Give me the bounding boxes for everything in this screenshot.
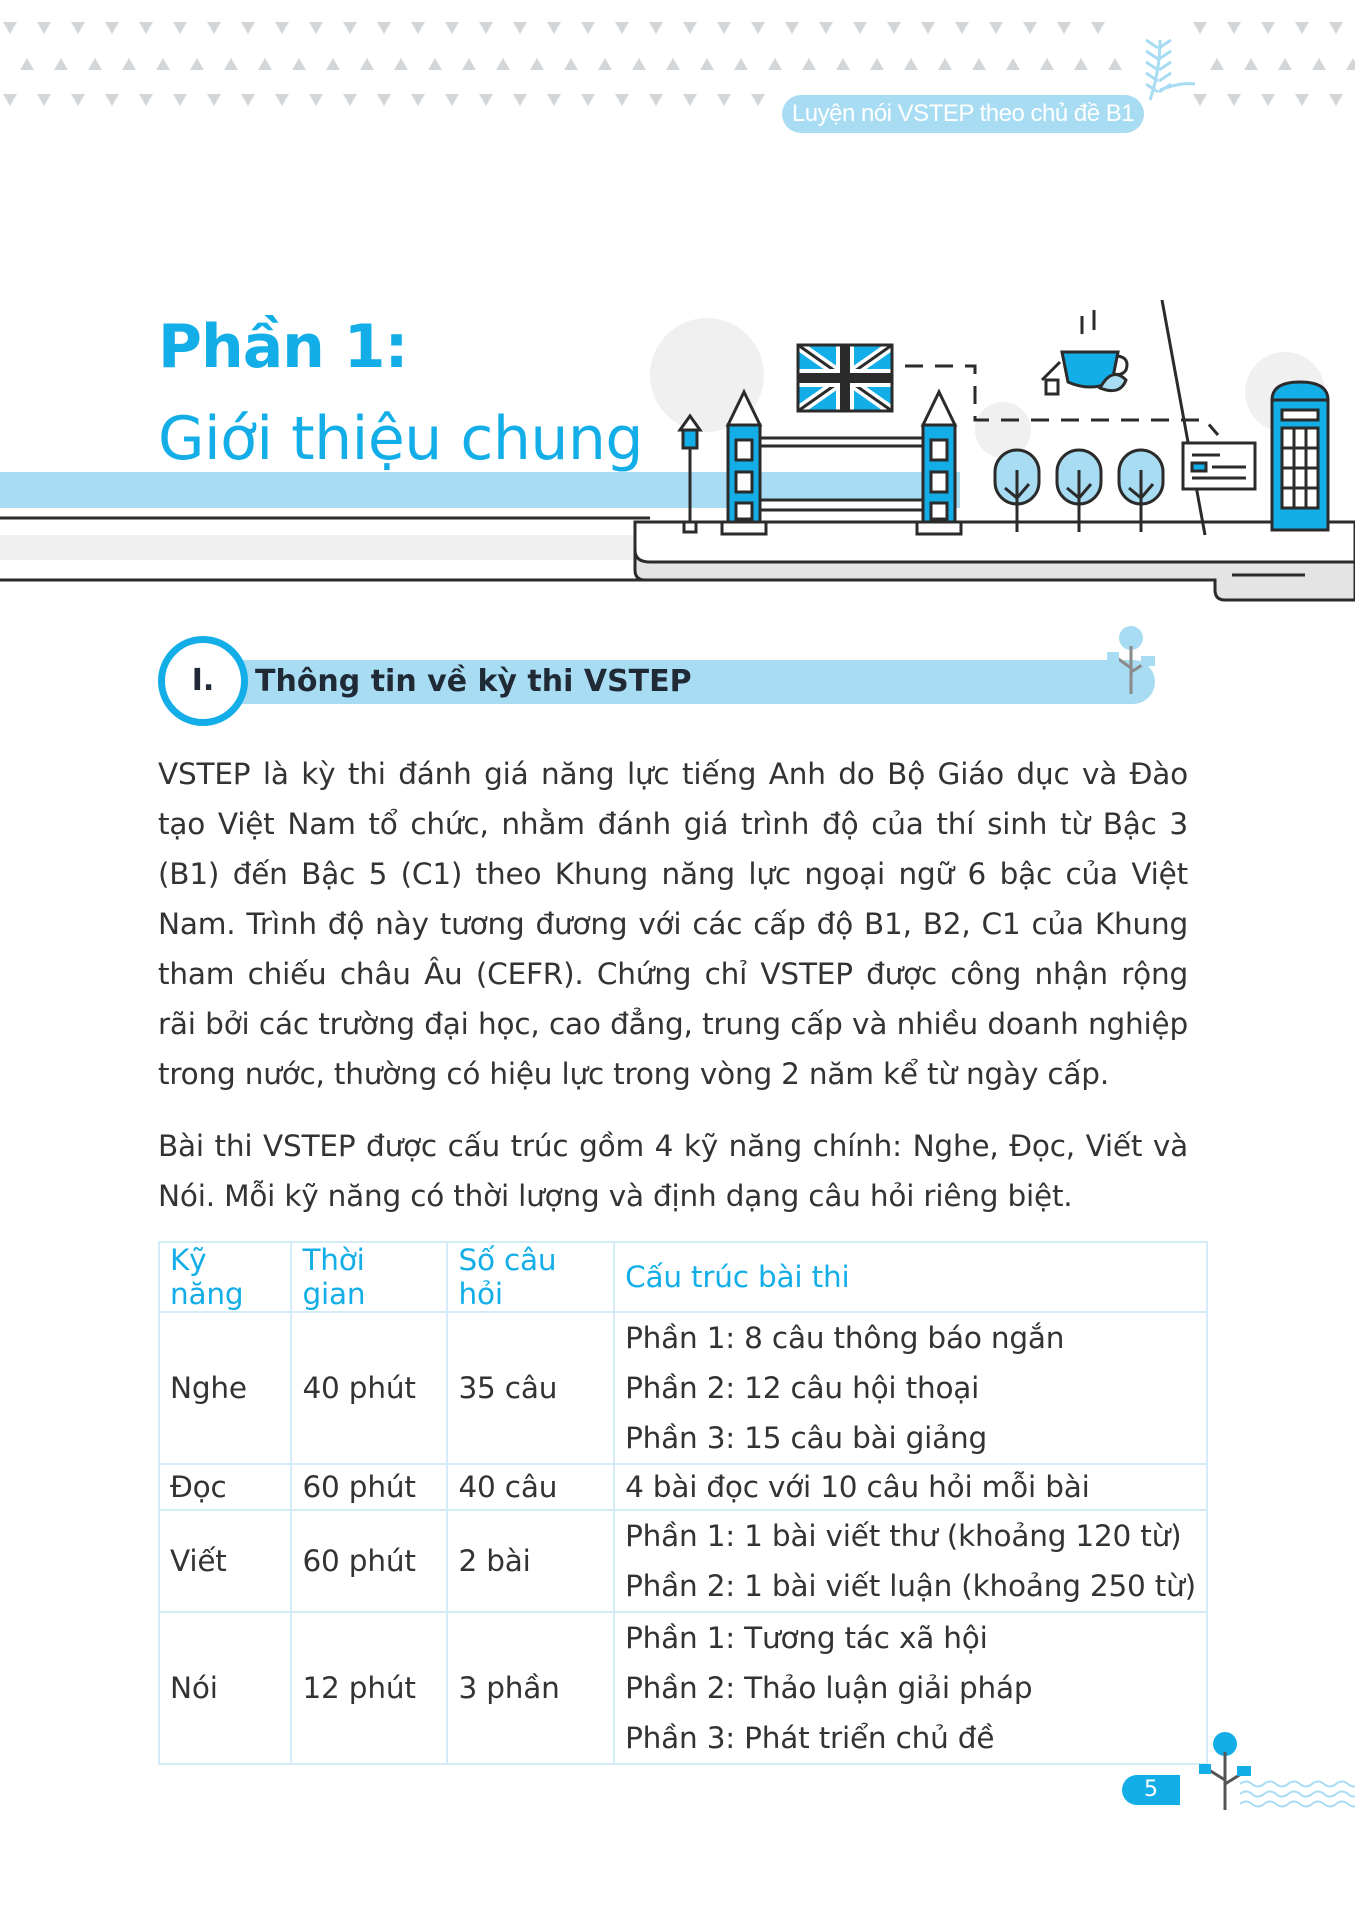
pattern-triangle xyxy=(122,58,136,70)
pattern-triangle xyxy=(71,94,85,106)
pattern-triangle xyxy=(1193,94,1207,106)
pattern-triangle xyxy=(1023,22,1037,34)
pattern-triangle xyxy=(632,58,646,70)
pattern-triangle xyxy=(360,58,374,70)
intro-paragraph: VSTEP là kỳ thi đánh giá năng lực tiếng Anh do Bộ Giáo dục và Đào tạo Việt Nam tổ chức, nhằm đánh giá trình độ của thí sinh từ Bậc 3 (B1) đến Bậc 5 (C1) theo Khung năng lực ngoại ngữ 6 bậc của Việt Nam. Trình độ này tương đương với các cấp độ B1, B2, C1 của Khung tham chiếu châu Âu (CEFR). Chứng chỉ VSTEP được công nhận rộng rãi bởi các trường đại học, cao đẳng, trung cấp và nhiều doanh nghiệp trong nước, thường có hiệu lực trong vòng 2 năm kể từ ngày cấp. xyxy=(158,757,1188,1091)
pattern-triangle xyxy=(649,94,663,106)
pattern-triangle xyxy=(717,94,731,106)
part-title: Giới thiệu chung xyxy=(158,404,644,474)
cell-time: 40 phút xyxy=(291,1312,447,1464)
pattern-triangle xyxy=(1193,22,1207,34)
column-header-count: Số câu hỏi xyxy=(447,1242,614,1312)
pattern-triangle xyxy=(853,22,867,34)
pattern-triangle xyxy=(479,22,493,34)
pattern-triangle xyxy=(972,58,986,70)
pattern-triangle xyxy=(428,58,442,70)
pattern-triangle xyxy=(105,94,119,106)
pattern-triangle xyxy=(955,22,969,34)
pattern-triangle xyxy=(1006,58,1020,70)
pattern-triangle xyxy=(581,22,595,34)
pattern-triangle xyxy=(377,94,391,106)
pattern-triangle xyxy=(54,58,68,70)
pattern-triangle xyxy=(411,22,425,34)
part-number: Phần 1: xyxy=(158,312,408,382)
pattern-triangle xyxy=(105,22,119,34)
table-row xyxy=(159,1312,1207,1464)
cell-time: 12 phút xyxy=(291,1612,447,1764)
pattern-triangle xyxy=(411,94,425,106)
table-row xyxy=(159,1464,1207,1510)
structure-paragraph: Bài thi VSTEP được cấu trúc gồm 4 kỹ năng chính: Nghe, Đọc, Viết và Nói. Mỗi kỹ năng có thời lượng và định dạng câu hỏi riêng biệt. xyxy=(158,1129,1188,1213)
pattern-triangle xyxy=(513,94,527,106)
pattern-triangle xyxy=(802,58,816,70)
pattern-triangle xyxy=(292,58,306,70)
tree-icon xyxy=(1105,622,1165,698)
pattern-triangle xyxy=(139,22,153,34)
pattern-triangle xyxy=(768,58,782,70)
pattern-triangle xyxy=(683,94,697,106)
pattern-triangle xyxy=(836,58,850,70)
pattern-triangle xyxy=(309,94,323,106)
pattern-triangle xyxy=(1227,94,1241,106)
pattern-triangle xyxy=(496,58,510,70)
pattern-triangle xyxy=(241,94,255,106)
cell-count: 40 câu xyxy=(447,1464,614,1510)
series-title-badge: Luyện nói VSTEP theo chủ đề B1 B2 xyxy=(782,95,1144,133)
cell-skill: Viết xyxy=(159,1510,291,1612)
cell-skill: Nghe xyxy=(159,1312,291,1464)
pattern-triangle xyxy=(1040,58,1054,70)
pattern-triangle xyxy=(88,58,102,70)
pattern-triangle xyxy=(666,58,680,70)
pattern-triangle xyxy=(275,22,289,34)
table-row xyxy=(159,1612,1207,1764)
structure-line: Phần 1: Tương tác xã hội xyxy=(625,1621,988,1655)
branch-icon xyxy=(1146,40,1195,100)
page-number: 5 xyxy=(1122,1775,1180,1805)
exam-structure-table xyxy=(158,1241,1208,1765)
pattern-triangle xyxy=(173,22,187,34)
pattern-triangle xyxy=(1244,58,1258,70)
pattern-triangle xyxy=(1346,58,1355,70)
structure-line: Phần 1: 1 bài viết thư (khoảng 120 từ) xyxy=(625,1519,1182,1553)
pattern-triangle xyxy=(1091,22,1105,34)
table-row xyxy=(159,1510,1207,1612)
cell-time: 60 phút xyxy=(291,1510,447,1612)
pattern-triangle xyxy=(785,22,799,34)
cell-structure xyxy=(614,1464,1207,1510)
structure-line: 4 bài đọc với 10 câu hỏi mỗi bài xyxy=(625,1470,1090,1504)
cell-count: 35 câu xyxy=(447,1312,614,1464)
pattern-triangle xyxy=(258,58,272,70)
tree-icon xyxy=(995,450,1163,532)
pattern-triangle xyxy=(547,94,561,106)
pattern-triangle xyxy=(190,58,204,70)
pattern-triangle xyxy=(241,22,255,34)
pattern-triangle xyxy=(479,94,493,106)
pattern-triangle xyxy=(156,58,170,70)
pattern-triangle xyxy=(904,58,918,70)
cell-structure xyxy=(614,1312,1207,1464)
pattern-triangle xyxy=(71,22,85,34)
wave-decoration xyxy=(1240,1778,1355,1812)
pattern-triangle xyxy=(462,58,476,70)
pattern-triangle xyxy=(3,22,17,34)
pattern-triangle xyxy=(275,94,289,106)
triangle-pattern xyxy=(0,0,1355,120)
tea-cup-icon xyxy=(1042,310,1127,394)
pattern-triangle xyxy=(1312,58,1326,70)
structure-line: Phần 1: 8 câu thông báo ngắn xyxy=(625,1321,1065,1355)
structure-line: Phần 3: 15 câu bài giảng xyxy=(625,1421,988,1455)
pattern-triangle xyxy=(751,94,765,106)
pattern-triangle xyxy=(615,22,629,34)
structure-line: Phần 2: 12 câu hội thoại xyxy=(625,1371,980,1405)
cell-count: 3 phần xyxy=(447,1612,614,1764)
pattern-triangle xyxy=(207,22,221,34)
table-header-row xyxy=(159,1242,1207,1312)
pattern-triangle xyxy=(207,94,221,106)
pattern-triangle xyxy=(717,22,731,34)
pattern-triangle xyxy=(649,22,663,34)
structure-line: Phần 3: Phát triển chủ đề xyxy=(625,1721,995,1755)
column-header-time: Thời gian xyxy=(291,1242,447,1312)
pattern-triangle xyxy=(343,94,357,106)
structure-line: Phần 2: 1 bài viết luận (khoảng 250 từ) xyxy=(625,1569,1196,1603)
pattern-triangle xyxy=(751,22,765,34)
pattern-triangle xyxy=(513,22,527,34)
pattern-triangle xyxy=(700,58,714,70)
section-numeral: I. xyxy=(191,663,215,698)
pattern-triangle xyxy=(377,22,391,34)
pattern-triangle xyxy=(598,58,612,70)
pattern-triangle xyxy=(921,22,935,34)
structure-line: Phần 2: Thảo luận giải pháp xyxy=(625,1671,1033,1705)
pattern-triangle xyxy=(1278,58,1292,70)
pattern-triangle xyxy=(1108,58,1122,70)
pattern-triangle xyxy=(445,22,459,34)
pattern-triangle xyxy=(1074,58,1088,70)
phone-box-icon xyxy=(1272,382,1328,530)
tower-bridge-icon xyxy=(722,392,961,534)
pattern-triangle xyxy=(1329,94,1343,106)
pattern-triangle xyxy=(37,94,51,106)
pattern-triangle xyxy=(615,94,629,106)
cell-structure xyxy=(614,1612,1207,1764)
cell-skill: Đọc xyxy=(159,1464,291,1510)
pattern-triangle xyxy=(887,22,901,34)
cell-count: 2 bài xyxy=(447,1510,614,1612)
column-header-skill: Kỹ năng xyxy=(159,1242,291,1312)
column-header-structure: Cấu trúc bài thi xyxy=(614,1242,1207,1312)
pattern-triangle xyxy=(530,58,544,70)
pattern-triangle xyxy=(1227,22,1241,34)
cell-skill: Nói xyxy=(159,1612,291,1764)
cell-time: 60 phút xyxy=(291,1464,447,1510)
pattern-triangle xyxy=(564,58,578,70)
pattern-triangle xyxy=(989,22,1003,34)
cell-structure xyxy=(614,1510,1207,1612)
pattern-triangle xyxy=(173,94,187,106)
pattern-triangle xyxy=(3,94,17,106)
pattern-triangle xyxy=(394,58,408,70)
pattern-triangle xyxy=(1329,22,1343,34)
pattern-triangle xyxy=(139,94,153,106)
envelope-icon xyxy=(1183,443,1255,489)
pattern-triangle xyxy=(1295,22,1309,34)
pattern-triangle xyxy=(326,58,340,70)
pattern-triangle xyxy=(20,58,34,70)
pattern-triangle xyxy=(37,22,51,34)
pattern-triangle xyxy=(819,22,833,34)
union-jack-flag-icon xyxy=(798,345,892,411)
pattern-triangle xyxy=(547,22,561,34)
pattern-triangle xyxy=(224,58,238,70)
pattern-triangle xyxy=(1057,22,1071,34)
pattern-triangle xyxy=(1210,58,1224,70)
pattern-triangle xyxy=(309,22,323,34)
pattern-triangle xyxy=(734,58,748,70)
pattern-triangle xyxy=(683,22,697,34)
pattern-triangle xyxy=(1261,22,1275,34)
pattern-triangle xyxy=(1261,94,1275,106)
pattern-triangle xyxy=(870,58,884,70)
pattern-triangle xyxy=(1295,94,1309,106)
pattern-triangle xyxy=(938,58,952,70)
pattern-triangle xyxy=(581,94,595,106)
pattern-triangle xyxy=(445,94,459,106)
pattern-triangle xyxy=(343,22,357,34)
section-title: Thông tin về kỳ thi VSTEP xyxy=(255,664,692,699)
